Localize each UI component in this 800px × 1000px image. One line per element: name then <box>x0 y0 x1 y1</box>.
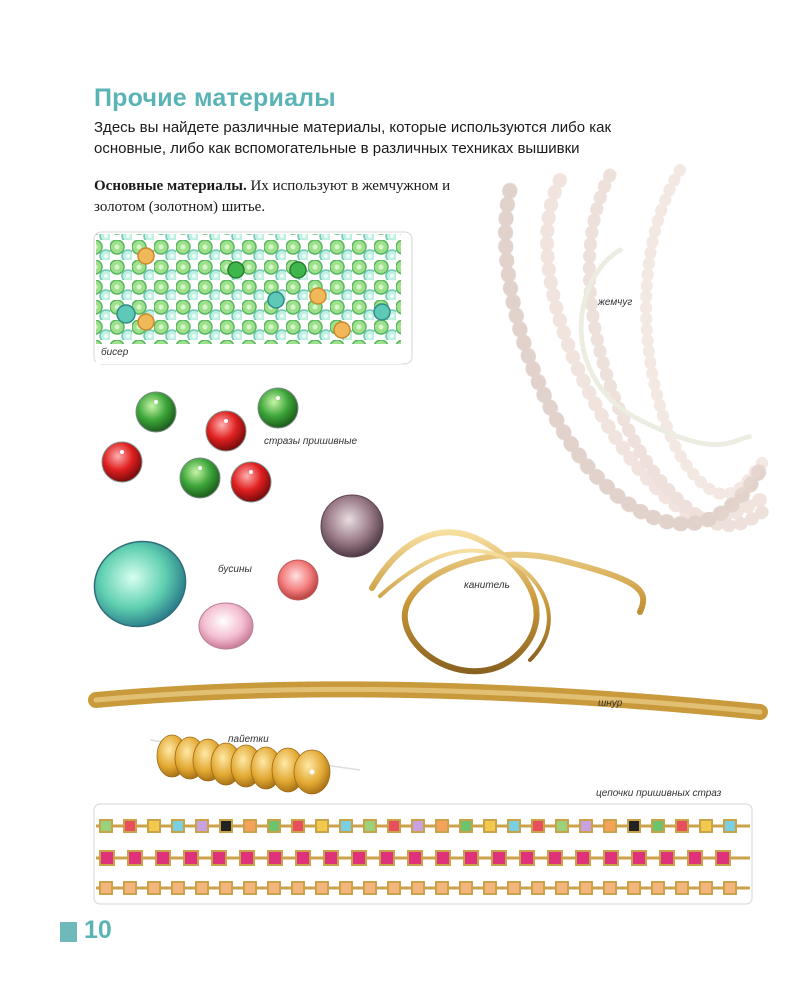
caption-shnur: шнур <box>598 698 623 709</box>
subtitle-bold: Основные материалы. <box>94 178 247 194</box>
caption-zhemchug: жемчуг <box>598 297 633 308</box>
caption-strazy: стразы пришивные <box>264 436 358 447</box>
intro-text: Здесь вы найдете различные материалы, которые используются либо как основные, либо как вспомогательные в различных техниках вышивки <box>94 119 612 157</box>
page-title: Прочие материалы <box>94 84 336 112</box>
page-number: 10 <box>84 916 112 944</box>
gimp-coil <box>372 532 643 671</box>
caption-payetki: пайетки <box>228 734 269 745</box>
caption-businy: бусины <box>218 564 252 575</box>
pearl-strands <box>501 170 765 525</box>
page-number-marker <box>60 922 77 942</box>
caption-tsepochki: цепочки пришивных страз <box>596 788 722 799</box>
caption-biser: бисер <box>101 347 129 358</box>
subtitle-rest: Их используют в жемчужном и золотом (золотном) шитье. <box>94 178 451 215</box>
caption-kanitel: канитель <box>464 580 510 591</box>
